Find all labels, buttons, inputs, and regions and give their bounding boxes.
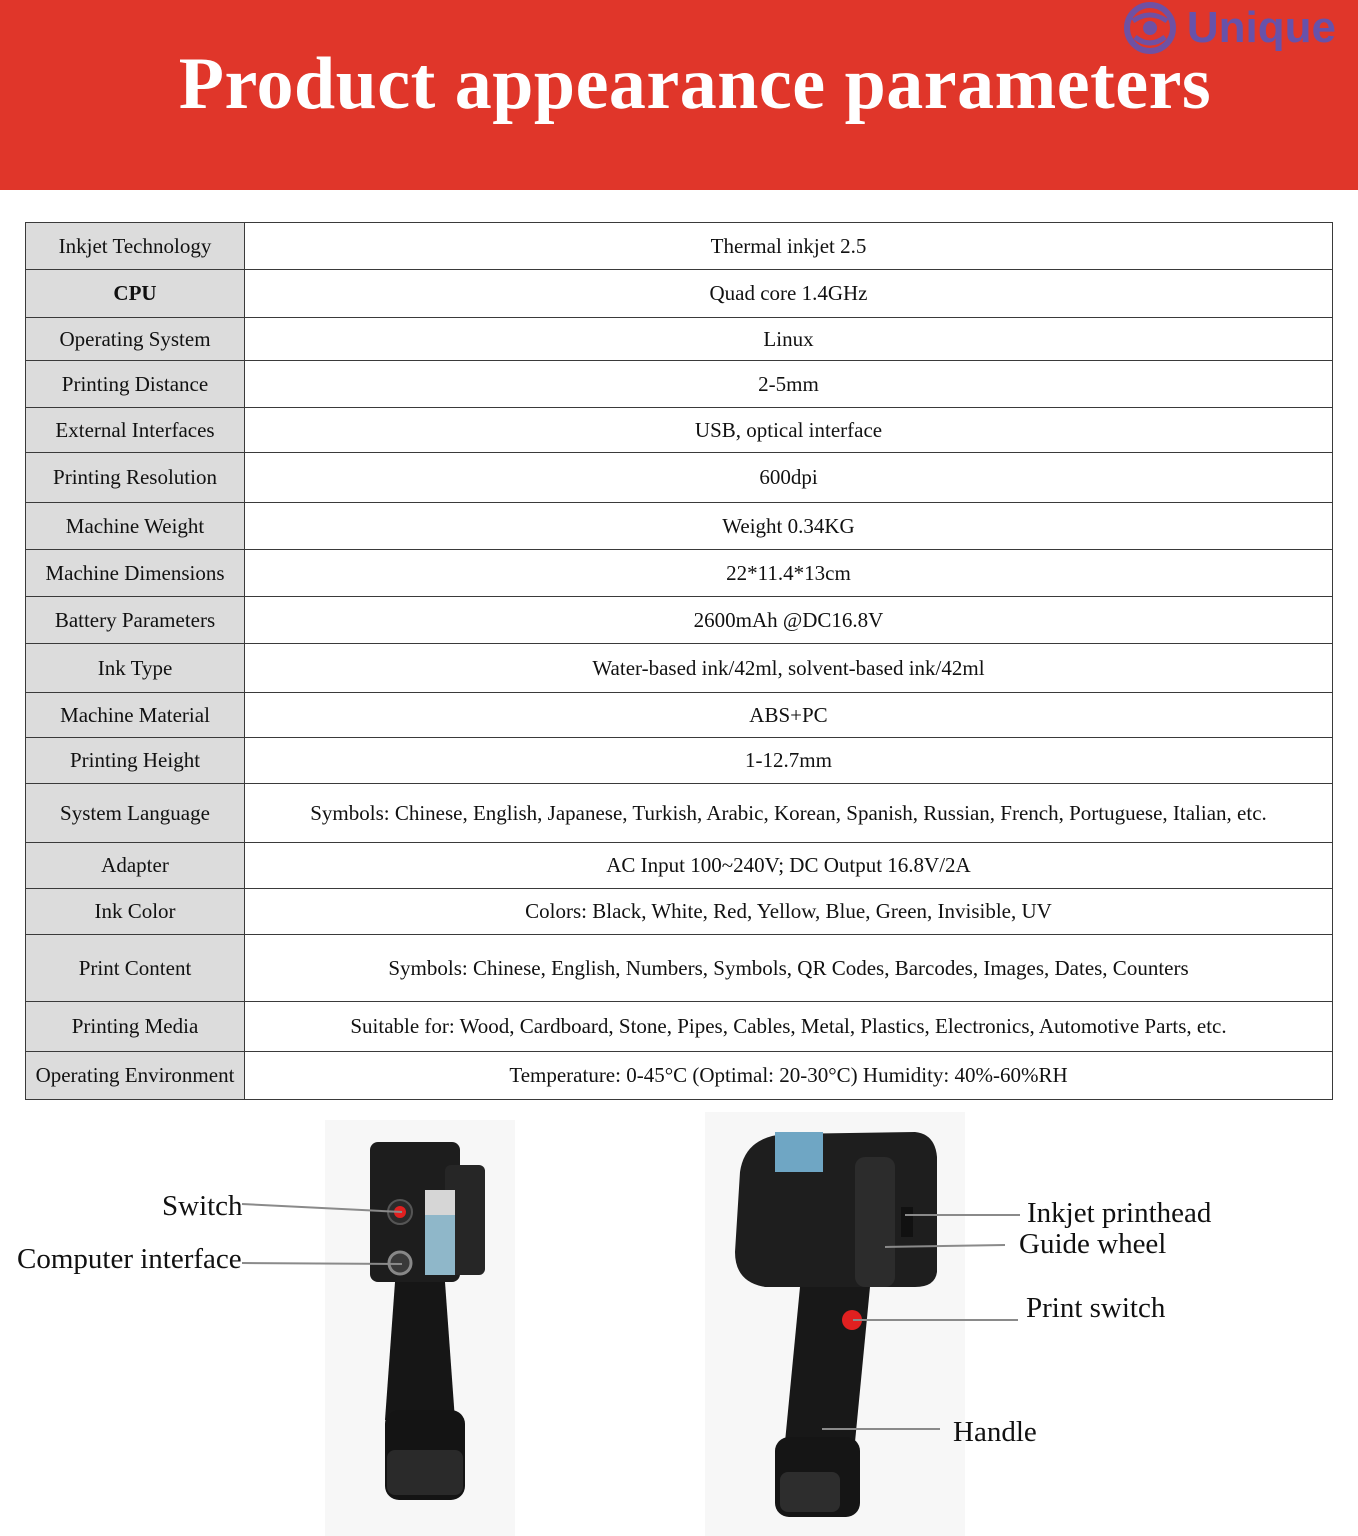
table-row — [26, 889, 1333, 935]
table-row — [26, 1052, 1333, 1100]
spec-value: ABS+PC — [245, 693, 1333, 738]
brand-name: Unique — [1186, 3, 1336, 52]
table-row — [26, 644, 1333, 693]
spec-label: CPU — [26, 270, 245, 318]
guide-wheel-pointer — [885, 1245, 1005, 1247]
spec-label: External Interfaces — [26, 408, 245, 453]
table-row — [26, 738, 1333, 784]
spec-label: Adapter — [26, 843, 245, 889]
spec-label: Ink Type — [26, 644, 245, 693]
spec-label: Printing Distance — [26, 361, 245, 408]
spec-value: 2600mAh @DC16.8V — [245, 597, 1333, 644]
spec-label: Ink Color — [26, 889, 245, 935]
spec-label: Printing Height — [26, 738, 245, 784]
spec-value: Quad core 1.4GHz — [245, 270, 1333, 318]
spec-value: Temperature: 0-45°C (Optimal: 20-30°C) Humidity: 40%-60%RH — [245, 1052, 1333, 1100]
spec-value: Linux — [245, 318, 1333, 361]
table-row — [26, 693, 1333, 738]
callout-switch: Switch — [162, 1190, 243, 1222]
spec-value: Colors: Black, White, Red, Yellow, Blue, Green, Invisible, UV — [245, 889, 1333, 935]
interface-pointer — [242, 1263, 402, 1264]
switch-pointer — [242, 1204, 402, 1212]
spec-label: Machine Weight — [26, 503, 245, 550]
callout-handle: Handle — [953, 1416, 1037, 1448]
table-row — [26, 935, 1333, 1002]
callout-inkjet-printhead: Inkjet printhead — [1027, 1197, 1212, 1229]
spec-value: 2-5mm — [245, 361, 1333, 408]
callout-computer-interface: Computer interface — [17, 1243, 242, 1275]
spec-label: System Language — [26, 784, 245, 843]
spec-value: AC Input 100~240V; DC Output 16.8V/2A — [245, 843, 1333, 889]
spec-label: Operating Environment — [26, 1052, 245, 1100]
spec-table — [25, 222, 1333, 1100]
header-banner — [0, 0, 1358, 190]
brand-logo — [1121, 0, 1336, 56]
table-row — [26, 550, 1333, 597]
spec-label: Print Content — [26, 935, 245, 1002]
page-title: Product appearance parameters — [178, 43, 1212, 125]
spec-value: Thermal inkjet 2.5 — [245, 223, 1333, 270]
spec-value: USB, optical interface — [245, 408, 1333, 453]
table-row — [26, 1002, 1333, 1052]
globe-logo-icon — [1121, 0, 1179, 57]
spec-value: 600dpi — [245, 453, 1333, 503]
table-row — [26, 318, 1333, 361]
spec-label: Operating System — [26, 318, 245, 361]
spec-label: Battery Parameters — [26, 597, 245, 644]
spec-label: Printing Resolution — [26, 453, 245, 503]
table-row — [26, 361, 1333, 408]
table-row — [26, 223, 1333, 270]
spec-value: Symbols: Chinese, English, Japanese, Turkish, Arabic, Korean, Spanish, Russian, French, Portuguese, Italian, etc. — [245, 784, 1333, 843]
callout-guide-wheel: Guide wheel — [1019, 1228, 1167, 1260]
callout-print-switch: Print switch — [1026, 1292, 1166, 1324]
spec-value: Weight 0.34KG — [245, 503, 1333, 550]
table-row — [26, 843, 1333, 889]
table-row — [26, 503, 1333, 550]
spec-label: Machine Dimensions — [26, 550, 245, 597]
product-photos — [0, 1100, 1358, 1536]
spec-value: Symbols: Chinese, English, Numbers, Symbols, QR Codes, Barcodes, Images, Dates, Counters — [245, 935, 1333, 1002]
spec-label: Inkjet Technology — [26, 223, 245, 270]
table-row — [26, 270, 1333, 318]
spec-label: Machine Material — [26, 693, 245, 738]
spec-label: Printing Media — [26, 1002, 245, 1052]
table-row — [26, 597, 1333, 644]
spec-value: Suitable for: Wood, Cardboard, Stone, Pipes, Cables, Metal, Plastics, Electronics, Automotive Parts, etc. — [245, 1002, 1333, 1052]
table-row — [26, 453, 1333, 503]
spec-value: 1-12.7mm — [245, 738, 1333, 784]
table-row — [26, 408, 1333, 453]
spec-value: Water-based ink/42ml, solvent-based ink/42ml — [245, 644, 1333, 693]
table-row — [26, 784, 1333, 843]
spec-value: 22*11.4*13cm — [245, 550, 1333, 597]
